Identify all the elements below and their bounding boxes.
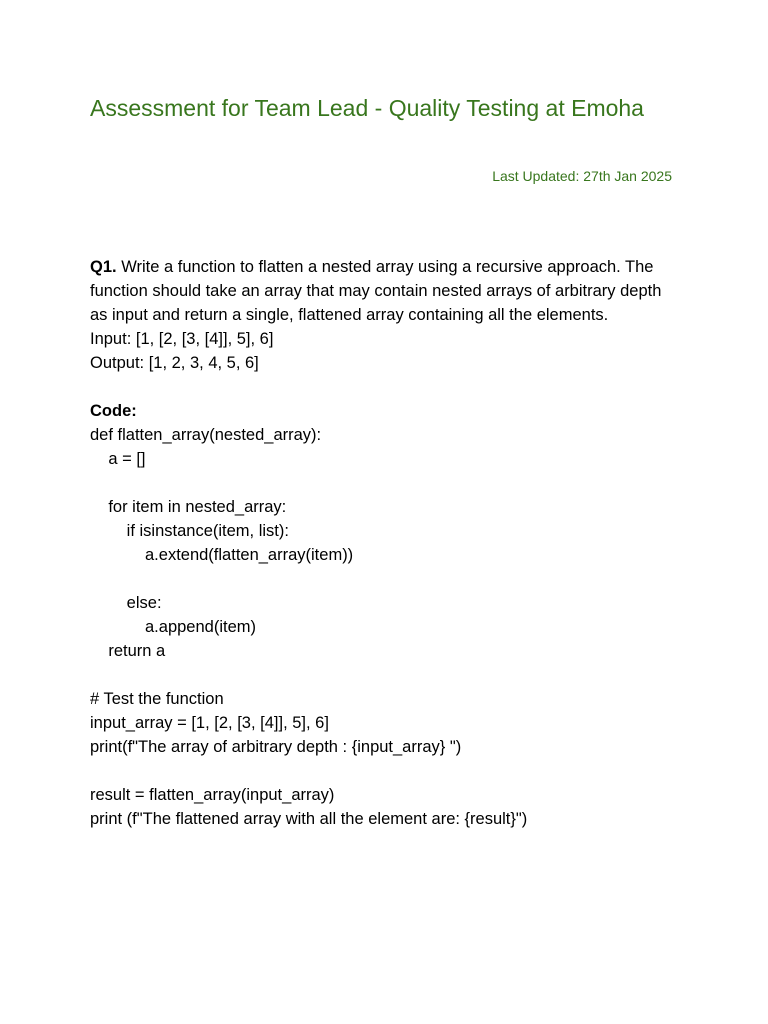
code-line: if isinstance(item, list): xyxy=(90,522,289,540)
code-line: a = [] xyxy=(90,450,146,468)
question-number: Q1. xyxy=(90,258,117,276)
document-title: Assessment for Team Lead - Quality Testing at Emoha xyxy=(90,95,644,121)
code-line: print(f"The array of arbitrary depth : {input_array} ") xyxy=(90,738,462,756)
code-line: def flatten_array(nested_array): xyxy=(90,426,322,444)
code-line xyxy=(90,759,680,783)
question-text xyxy=(90,255,680,327)
code-heading: Code: xyxy=(90,402,137,420)
code-line xyxy=(90,567,680,591)
last-updated-date: Last Updated: 27th Jan 2025 xyxy=(492,168,672,184)
code-line xyxy=(90,471,680,495)
spacer xyxy=(90,375,680,399)
code-line: a.append(item) xyxy=(90,618,256,636)
question-output-example: Output: [1, 2, 3, 4, 5, 6] xyxy=(90,354,259,372)
code-line: print (f"The flattened array with all the element are: {result}") xyxy=(90,810,528,828)
code-line: input_array = [1, [2, [3, [4]], 5], 6] xyxy=(90,714,329,732)
code-line xyxy=(90,663,680,687)
question-input-example: Input: [1, [2, [3, [4]], 5], 6] xyxy=(90,330,274,348)
code-block xyxy=(90,423,680,831)
code-line: return a xyxy=(90,642,166,660)
code-line: a.extend(flatten_array(item)) xyxy=(90,546,354,564)
question-description: Write a function to flatten a nested array using a recursive approach. The function should take an array that may contain nested arrays of arbitrary depth as input and return a single, flattened array containing all the elements. xyxy=(90,258,662,324)
code-line: else: xyxy=(90,594,162,612)
code-line: result = flatten_array(input_array) xyxy=(90,786,335,804)
code-line: # Test the function xyxy=(90,690,224,708)
code-line: for item in nested_array: xyxy=(90,498,287,516)
question-block xyxy=(90,255,680,831)
